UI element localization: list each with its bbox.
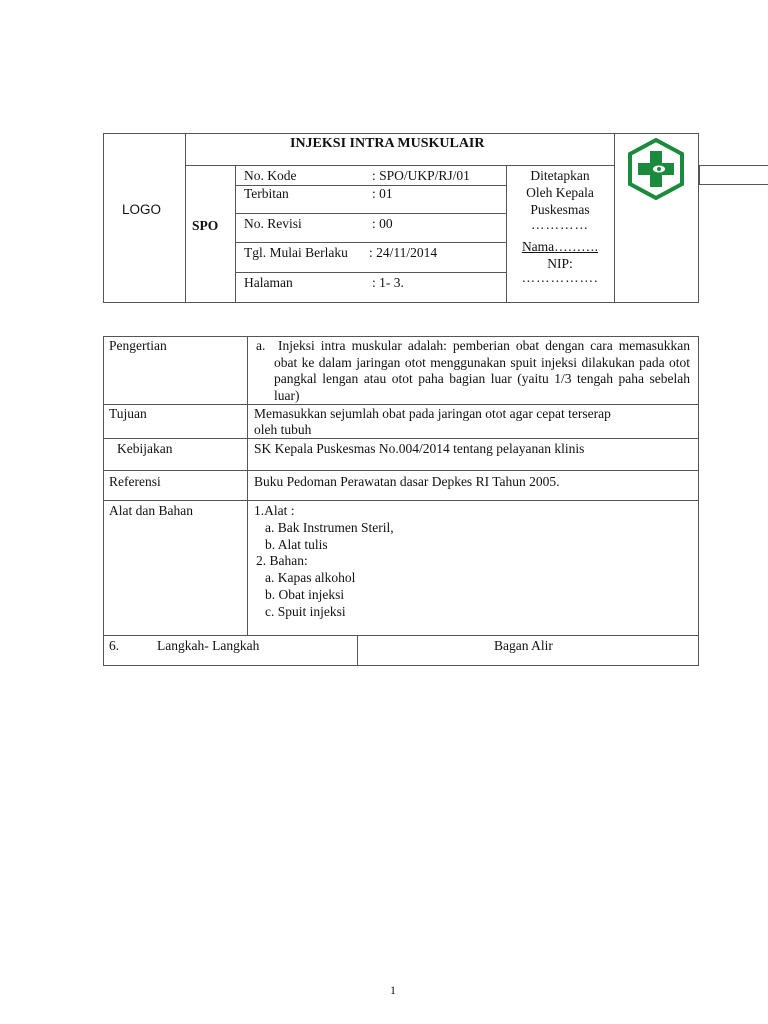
bahan-heading: 2. Bahan: bbox=[256, 553, 308, 568]
ditetapkan-line3: Puskesmas bbox=[530, 202, 590, 217]
ditetapkan-line2: Oleh Kepala bbox=[526, 185, 594, 200]
tujuan-text-line2: oleh tubuh bbox=[254, 422, 312, 437]
row-value-kode: : SPO/UKP/RJ/01 bbox=[372, 168, 470, 183]
row-value-terbitan: : 01 bbox=[372, 186, 393, 201]
langkah-number: 6. bbox=[109, 638, 120, 653]
row-value-tgl: : 24/11/2014 bbox=[369, 245, 438, 260]
document-title: INJEKSI INTRA MUSKULAIR bbox=[290, 136, 485, 151]
pengertian-label: Pengertian bbox=[109, 338, 167, 353]
logo-placeholder: LOGO bbox=[122, 202, 162, 217]
ditetapkan-dots: ………… bbox=[531, 217, 589, 232]
row-label-kode: No. Kode bbox=[244, 168, 297, 183]
referensi-text: Buku Pedoman Perawatan dasar Depkes RI Tahun 2005. bbox=[254, 474, 560, 489]
row-label-halaman: Halaman bbox=[244, 275, 293, 290]
nip-dots: ……………. bbox=[521, 270, 599, 285]
referensi-label: Referensi bbox=[109, 474, 161, 489]
row-value-halaman: : 1- 3. bbox=[372, 275, 404, 290]
pengertian-marker: a. bbox=[256, 338, 266, 353]
bahan-item: a. Kapas alkohol bbox=[265, 570, 356, 585]
kebijakan-text: SK Kepala Puskesmas No.004/2014 tentang pelayanan klinis bbox=[254, 441, 585, 456]
alat-item: b. Alat tulis bbox=[265, 537, 328, 552]
puskesmas-logo bbox=[626, 138, 686, 200]
ditetapkan-block bbox=[506, 167, 614, 284]
alat-item: a. Bak Instrumen Steril, bbox=[265, 520, 394, 535]
row-label-tgl: Tgl. Mulai Berlaku bbox=[244, 245, 348, 260]
row-label-terbitan: Terbitan bbox=[244, 186, 289, 201]
puskesmas-emblem-icon bbox=[626, 138, 686, 200]
tujuan-label: Tujuan bbox=[109, 406, 147, 421]
tujuan-text-line1: Memasukkan sejumlah obat pada jaringan otot agar cepat terserap bbox=[254, 406, 611, 421]
row-label-revisi: No. Revisi bbox=[244, 216, 302, 231]
page-number: 1 bbox=[390, 983, 396, 997]
alat-heading: 1.Alat : bbox=[254, 503, 295, 518]
alat-bahan-label: Alat dan Bahan bbox=[109, 503, 193, 518]
langkah-label: Langkah- Langkah bbox=[157, 638, 260, 653]
bagan-alir-label: Bagan Alir bbox=[494, 638, 553, 653]
bahan-item: c. Spuit injeksi bbox=[265, 604, 346, 619]
kebijakan-label: Kebijakan bbox=[117, 441, 173, 456]
spo-label: SPO bbox=[192, 218, 219, 233]
nama-field: Nama………. bbox=[521, 239, 599, 254]
row-value-revisi: : 00 bbox=[372, 216, 393, 231]
nip-field: NIP: bbox=[547, 256, 573, 271]
bahan-item: b. Obat injeksi bbox=[265, 587, 345, 602]
pengertian-text: Injeksi intra muskular adalah: pemberian obat dengan cara memasukkan obat ke dalam jaringan otot menggunakan spuit injeksi dilakukan pada otot pangkal lengan atau otot paha bagian luar (yaitu 1/3 tengah paha sebelah luar) bbox=[274, 338, 690, 403]
ditetapkan-line1: Ditetapkan bbox=[530, 168, 590, 183]
